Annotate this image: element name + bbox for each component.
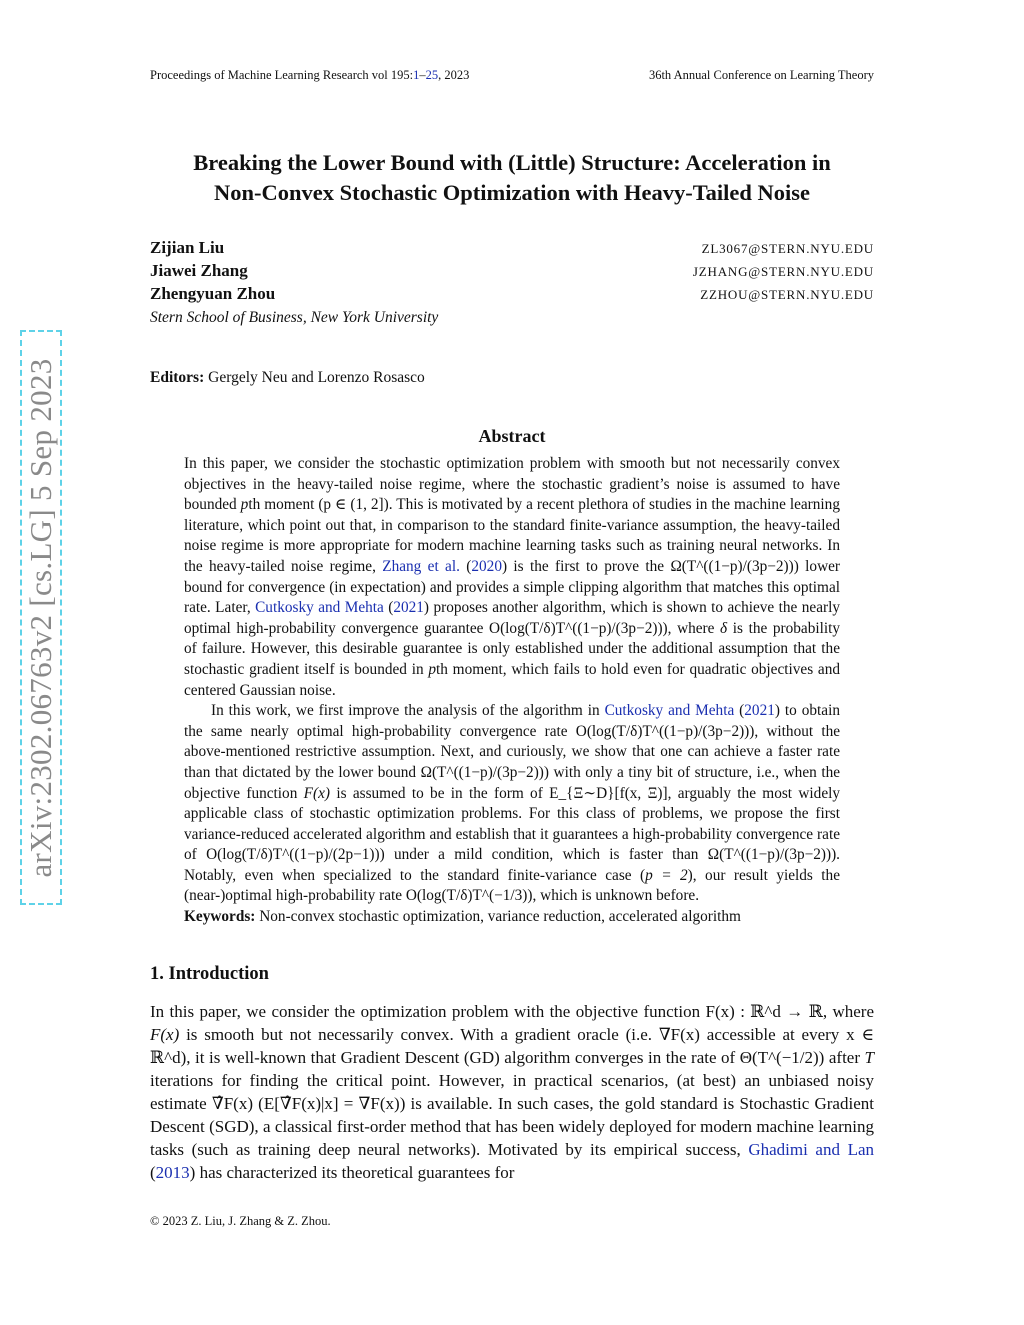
conference-name: 36th Annual Conference on Learning Theory xyxy=(648,68,874,82)
math-unbiased-condition: E[∇̂F(x)|x] = ∇F(x) xyxy=(263,1094,400,1113)
math-p: p xyxy=(240,496,249,514)
math-objective: F(x) : ℝ^d → ℝ xyxy=(705,1002,823,1021)
keywords xyxy=(184,907,840,928)
math-lower-bound: Ω(T^((1−p)/(3p−2))) xyxy=(420,763,549,781)
math-lower-bound: Ω(T^((1−p)/(3p−2))) xyxy=(670,557,799,575)
citation-ghadimi-link[interactable]: Ghadimi and Lan xyxy=(748,1140,874,1159)
abstract-paragraph-2: In this work, we first improve the analysis of the algorithm in Cutkosky and Mehta (2021) to obtain the same nearly optimal high-probability convergence rate O(log(T/δ)T^((1−p)/(3p−2))), without the above-mentioned restrictive assumption. Next, and curiously, we show that one can achieve a faster rate than that dictated by the lower bound Ω(T^((1−p)/(3p−2))) with only a tiny bit of structure, i.e., when the objective function F(x) is assumed to be in the form of E_{Ξ∼D}[f(x, Ξ)], arguably the most widely applicable class of stochastic optimization problems. For this class of problems, we propose the first variance-reduced accelerated algorithm and establish that it guarantees a high-probability convergence rate of O(log(T/δ)T^((1−p)/(2p−1))) under a mild condition, which is faster than Ω(T^((1−p)/(3p−2))). Notably, even when specialized to the standard finite-variance case (p = 2), our result yields the (near-)optimal high-probability rate O(log(T/δ)T^(−1/3)), which is unknown before. xyxy=(184,702,841,905)
math-objective: F(x) xyxy=(303,784,330,802)
author-name: Jiawei Zhang xyxy=(150,261,248,280)
citation-cutkosky-year-link[interactable]: 2021 xyxy=(393,599,424,617)
math-expectation-form: E_{Ξ∼D}[f(x, Ξ)] xyxy=(549,784,668,802)
math-x-in-Rd: x ∈ ℝ^d xyxy=(150,1025,874,1067)
abstract-paragraph-1: In this paper, we consider the stochastic optimization problem with smooth but not necessarily convex objectives in the heavy-tailed noise regime, where the stochastic gradient’s noise is assumed to have bounded pth moment (p ∈ (1, 2]). This is motivated by a recent plethora of studies in the machine learning literature, which point out that, in comparison to the standard finite-variance assumption, the heavy-tailed noise regime is more appropriate for modern machine learning tasks such as training neural networks. In the heavy-tailed noise regime, Zhang et al. (2020) is the first to prove the Ω(T^((1−p)/(3p−2))) lower bound for convergence (in expectation) and provides a simple clipping algorithm that matches this optimal rate. Later, Cutkosky and Mehta (2021) proposes another algorithm, which is shown to achieve the nearly optimal high-probability convergence guarantee O(log(T/δ)T^((1−p)/(3p−2))), where δ is the probability of failure. However, this desirable guarantee is only established under the additional assumption that the stochastic gradient itself is bounded in pth moment, which fails to hold even for quadratic objectives and centered Gaussian noise. xyxy=(184,455,841,699)
math-F-x: F(x) xyxy=(150,1025,180,1044)
introduction-paragraph: In this paper, we consider the optimization problem with the objective function F(x) : ℝ^d → ℝ, where F(x) is smooth but not necessarily convex. With a gradient oracle (i.e. ∇F(x) accessible at every x ∈ ℝ^d), it is well-known that Gradient Descent (GD) algorithm converges in the rate of Θ(T^(−1/2)) after T iterations for finding the critical point. However, in practical scenarios, (at best) an unbiased noisy estimate ∇̂F(x) (E[∇̂F(x)|x] = ∇F(x)) is available. In such cases, the gold standard is Stochastic Gradient Descent (SGD), a classical first-order method that has been widely deployed for modern machine learning tasks (such as training deep neural networks). Motivated by its empirical success, Ghadimi and Lan (2013) has characterized its theoretical guarantees for xyxy=(150,1002,875,1182)
citation-zhang-link[interactable]: Zhang et al. xyxy=(382,557,460,575)
section-heading-introduction: 1. Introduction xyxy=(150,964,269,984)
arxiv-stamp[interactable] xyxy=(20,330,62,905)
math-theta-rate: Θ(T^(−1/2)) xyxy=(739,1048,825,1067)
math-finite-variance-rate: O(log(T/δ)T^(−1/3)) xyxy=(405,887,533,905)
author-email: ZZHOU@STERN.NYU.EDU xyxy=(700,287,874,302)
abstract-body xyxy=(184,454,840,928)
math-delta: δ xyxy=(720,619,728,637)
last-page-link[interactable]: 25 xyxy=(425,68,439,82)
citation-ghadimi-year-link[interactable]: 2013 xyxy=(155,1163,190,1182)
math-p: p xyxy=(428,660,437,678)
author-row xyxy=(150,238,874,261)
author-row xyxy=(150,261,874,284)
introduction-body xyxy=(150,1000,874,1184)
math-lower-bound: Ω(T^((1−p)/(3p−2))) xyxy=(707,846,837,864)
citation-zhang-year-link[interactable]: 2020 xyxy=(471,557,502,575)
title-line-2: Non-Convex Stochastic Optimization with Heavy-Tailed Noise xyxy=(213,180,811,205)
math-T: T xyxy=(864,1048,874,1067)
math-p-equals-2: p = 2 xyxy=(645,866,688,884)
author-email: JZHANG@STERN.NYU.EDU xyxy=(692,264,874,279)
citation-cutkosky-link[interactable]: Cutkosky and Mehta xyxy=(255,599,384,617)
copyright-notice: © 2023 Z. Liu, J. Zhang & Z. Zhou. xyxy=(150,1214,331,1228)
proceedings-info: Proceedings of Machine Learning Research vol 195:1–25, 2023 xyxy=(150,68,470,82)
citation-cutkosky-year-link[interactable]: 2021 xyxy=(744,702,775,720)
math-vr-rate: O(log(T/δ)T^((1−p)/(2p−1))) xyxy=(206,846,385,864)
author-row xyxy=(150,284,874,307)
keywords-label: Keywords: xyxy=(184,908,256,926)
author-block xyxy=(150,238,874,327)
first-page-link[interactable]: 1 xyxy=(413,68,420,82)
abstract-heading: Abstract xyxy=(478,426,546,446)
math-noisy-gradient: ∇̂F(x) xyxy=(211,1094,253,1113)
math-gradient: ∇F(x) xyxy=(658,1025,700,1044)
running-header xyxy=(150,68,874,83)
editors-label: Editors: xyxy=(150,369,205,386)
author-email: ZL3067@STERN.NYU.EDU xyxy=(701,241,874,256)
affiliation: Stern School of Business, New York University xyxy=(150,309,439,326)
math-hp-rate: O(log(T/δ)T^((1−p)/(3p−2))) xyxy=(575,722,755,740)
citation-cutkosky-link[interactable]: Cutkosky and Mehta xyxy=(604,702,735,720)
keywords-text: Non-convex stochastic optimization, variance reduction, accelerated algorithm xyxy=(259,908,741,926)
author-name: Zhengyuan Zhou xyxy=(150,284,276,303)
math-hp-rate: O(log(T/δ)T^((1−p)/(3p−2))) xyxy=(489,619,668,637)
paper-title xyxy=(150,148,874,208)
editors xyxy=(150,369,425,387)
arxiv-identifier: arXiv:2302.06763v2 [cs.LG] 5 Sep 2023 xyxy=(23,357,58,878)
math-p-range: p ∈ (1, 2] xyxy=(323,496,384,514)
title-line-1: Breaking the Lower Bound with (Little) Structure: Acceleration in xyxy=(193,150,831,175)
editors-names: Gergely Neu and Lorenzo Rosasco xyxy=(208,369,425,386)
author-name: Zijian Liu xyxy=(150,238,225,257)
